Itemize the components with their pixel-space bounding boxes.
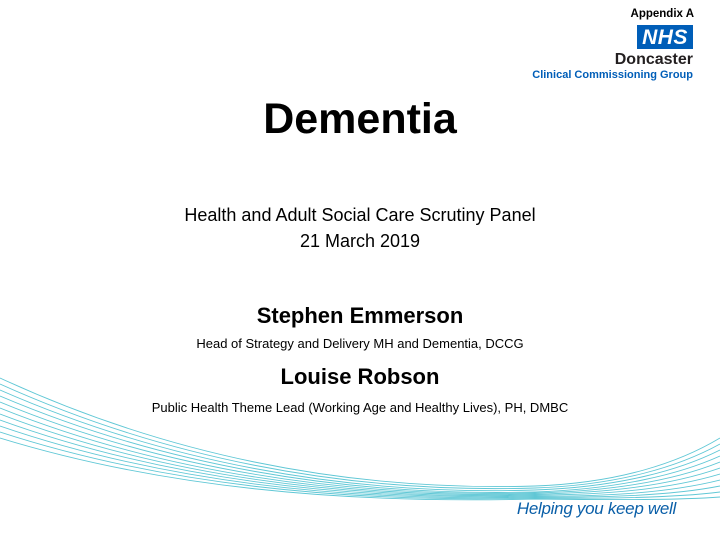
nhs-logo	[637, 25, 693, 49]
presenter-role: Public Health Theme Lead (Working Age and Healthy Lives), PH, DMBC	[151, 400, 569, 415]
footer-tagline: Helping you keep well	[516, 499, 676, 518]
org-subtitle: Clinical Commissioning Group	[532, 69, 693, 81]
org-name: Doncaster	[614, 51, 693, 68]
subtitle-line-panel: Health and Adult Social Care Scrutiny Panel	[184, 205, 536, 225]
slide-title: Dementia	[263, 95, 457, 143]
subtitle-line-date: 21 March 2019	[299, 231, 421, 251]
presenter-name: Stephen Emmerson	[256, 303, 464, 328]
slide-subtitle	[0, 202, 720, 254]
appendix-label: Appendix A	[630, 8, 694, 20]
nhs-logo-text: NHS	[642, 25, 688, 49]
presenter-role: Head of Strategy and Delivery MH and Dementia, DCCG	[196, 336, 524, 351]
presenter-name: Louise Robson	[280, 364, 440, 389]
